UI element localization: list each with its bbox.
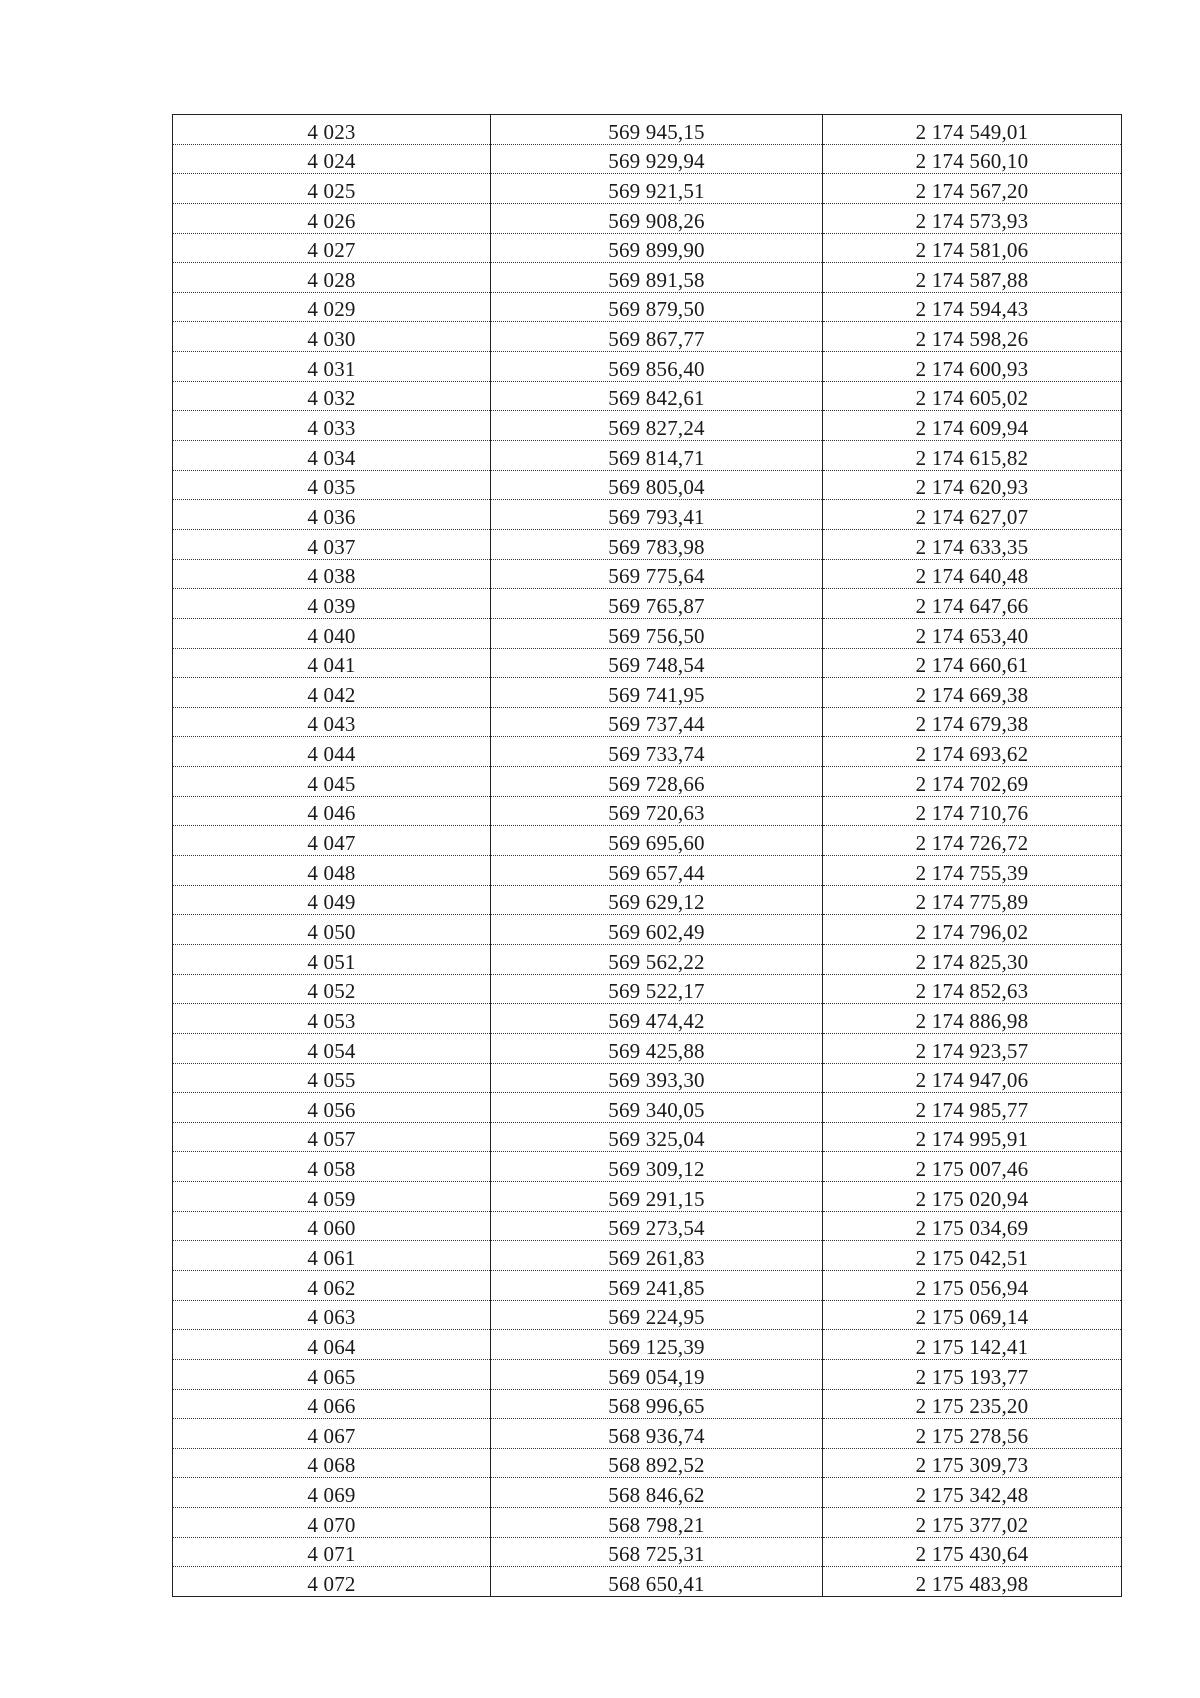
table-row [173,1419,1122,1449]
table-row [173,678,1122,708]
x-coordinate-cell: 569 899,90 [491,233,823,263]
x-coordinate-cell: 569 720,63 [491,796,823,826]
x-coordinate-cell: 568 936,74 [491,1419,823,1449]
x-coordinate-cell: 569 474,42 [491,1004,823,1034]
y-coordinate-cell: 2 174 775,89 [823,885,1122,915]
table-row [173,500,1122,530]
x-coordinate-cell: 568 996,65 [491,1389,823,1419]
table-row [173,174,1122,204]
table-row [173,203,1122,233]
x-coordinate-cell: 569 733,74 [491,737,823,767]
table-row [173,737,1122,767]
table-row [173,233,1122,263]
point-number-cell: 4 034 [173,441,491,471]
point-number-cell: 4 063 [173,1300,491,1330]
x-coordinate-cell: 568 892,52 [491,1448,823,1478]
table-row [173,352,1122,382]
y-coordinate-cell: 2 175 056,94 [823,1270,1122,1300]
point-number-cell: 4 035 [173,470,491,500]
table-row [173,1122,1122,1152]
y-coordinate-cell: 2 175 007,46 [823,1152,1122,1182]
table-row [173,1033,1122,1063]
x-coordinate-cell: 568 846,62 [491,1478,823,1508]
coordinates-table-body [173,115,1122,1597]
table-row [173,1567,1122,1597]
y-coordinate-cell: 2 175 069,14 [823,1300,1122,1330]
x-coordinate-cell: 569 756,50 [491,618,823,648]
y-coordinate-cell: 2 174 995,91 [823,1122,1122,1152]
y-coordinate-cell: 2 175 142,41 [823,1330,1122,1360]
point-number-cell: 4 066 [173,1389,491,1419]
point-number-cell: 4 048 [173,856,491,886]
point-number-cell: 4 065 [173,1359,491,1389]
point-number-cell: 4 058 [173,1152,491,1182]
x-coordinate-cell: 569 814,71 [491,441,823,471]
table-row [173,1448,1122,1478]
point-number-cell: 4 049 [173,885,491,915]
table-row [173,381,1122,411]
point-number-cell: 4 027 [173,233,491,263]
point-number-cell: 4 064 [173,1330,491,1360]
point-number-cell: 4 061 [173,1241,491,1271]
table-row [173,144,1122,174]
point-number-cell: 4 046 [173,796,491,826]
point-number-cell: 4 060 [173,1211,491,1241]
y-coordinate-cell: 2 174 726,72 [823,826,1122,856]
table-row [173,115,1122,145]
x-coordinate-cell: 569 241,85 [491,1270,823,1300]
point-number-cell: 4 023 [173,115,491,145]
table-row [173,767,1122,797]
y-coordinate-cell: 2 174 947,06 [823,1063,1122,1093]
y-coordinate-cell: 2 175 483,98 [823,1567,1122,1597]
x-coordinate-cell: 569 737,44 [491,707,823,737]
table-row [173,1182,1122,1212]
x-coordinate-cell: 569 908,26 [491,203,823,233]
point-number-cell: 4 043 [173,707,491,737]
table-row [173,1093,1122,1123]
table-row [173,974,1122,1004]
y-coordinate-cell: 2 175 042,51 [823,1241,1122,1271]
table-row [173,529,1122,559]
table-row [173,944,1122,974]
y-coordinate-cell: 2 174 886,98 [823,1004,1122,1034]
y-coordinate-cell: 2 174 615,82 [823,441,1122,471]
point-number-cell: 4 037 [173,529,491,559]
y-coordinate-cell: 2 174 560,10 [823,144,1122,174]
x-coordinate-cell: 569 602,49 [491,915,823,945]
table-row [173,292,1122,322]
point-number-cell: 4 038 [173,559,491,589]
x-coordinate-cell: 569 522,17 [491,974,823,1004]
table-row [173,1508,1122,1538]
y-coordinate-cell: 2 175 309,73 [823,1448,1122,1478]
y-coordinate-cell: 2 175 278,56 [823,1419,1122,1449]
x-coordinate-cell: 569 805,04 [491,470,823,500]
x-coordinate-cell: 568 725,31 [491,1537,823,1567]
x-coordinate-cell: 569 393,30 [491,1063,823,1093]
x-coordinate-cell: 569 261,83 [491,1241,823,1271]
table-row [173,322,1122,352]
x-coordinate-cell: 569 425,88 [491,1033,823,1063]
y-coordinate-cell: 2 174 594,43 [823,292,1122,322]
point-number-cell: 4 068 [173,1448,491,1478]
x-coordinate-cell: 569 929,94 [491,144,823,174]
x-coordinate-cell: 569 728,66 [491,767,823,797]
y-coordinate-cell: 2 174 600,93 [823,352,1122,382]
x-coordinate-cell: 569 842,61 [491,381,823,411]
table-row [173,589,1122,619]
point-number-cell: 4 029 [173,292,491,322]
x-coordinate-cell: 569 125,39 [491,1330,823,1360]
point-number-cell: 4 039 [173,589,491,619]
y-coordinate-cell: 2 174 852,63 [823,974,1122,1004]
point-number-cell: 4 044 [173,737,491,767]
y-coordinate-cell: 2 174 627,07 [823,500,1122,530]
point-number-cell: 4 056 [173,1093,491,1123]
point-number-cell: 4 033 [173,411,491,441]
point-number-cell: 4 051 [173,944,491,974]
point-number-cell: 4 070 [173,1508,491,1538]
y-coordinate-cell: 2 174 581,06 [823,233,1122,263]
x-coordinate-cell: 569 891,58 [491,263,823,293]
table-row [173,441,1122,471]
x-coordinate-cell: 569 748,54 [491,648,823,678]
x-coordinate-cell: 569 945,15 [491,115,823,145]
table-row [173,1270,1122,1300]
point-number-cell: 4 053 [173,1004,491,1034]
y-coordinate-cell: 2 174 825,30 [823,944,1122,974]
table-row [173,411,1122,441]
table-row [173,1152,1122,1182]
coordinates-table [172,114,1122,1597]
table-row [173,263,1122,293]
x-coordinate-cell: 569 921,51 [491,174,823,204]
table-row [173,1004,1122,1034]
y-coordinate-cell: 2 174 587,88 [823,263,1122,293]
y-coordinate-cell: 2 175 193,77 [823,1359,1122,1389]
table-row [173,1389,1122,1419]
x-coordinate-cell: 569 629,12 [491,885,823,915]
y-coordinate-cell: 2 174 640,48 [823,559,1122,589]
table-row [173,707,1122,737]
y-coordinate-cell: 2 174 567,20 [823,174,1122,204]
point-number-cell: 4 072 [173,1567,491,1597]
y-coordinate-cell: 2 175 377,02 [823,1508,1122,1538]
table-row [173,618,1122,648]
y-coordinate-cell: 2 175 342,48 [823,1478,1122,1508]
y-coordinate-cell: 2 174 679,38 [823,707,1122,737]
point-number-cell: 4 069 [173,1478,491,1508]
y-coordinate-cell: 2 174 985,77 [823,1093,1122,1123]
x-coordinate-cell: 569 291,15 [491,1182,823,1212]
table-row [173,826,1122,856]
y-coordinate-cell: 2 174 609,94 [823,411,1122,441]
x-coordinate-cell: 568 650,41 [491,1567,823,1597]
x-coordinate-cell: 569 273,54 [491,1211,823,1241]
x-coordinate-cell: 569 054,19 [491,1359,823,1389]
point-number-cell: 4 030 [173,322,491,352]
table-row [173,1063,1122,1093]
point-number-cell: 4 067 [173,1419,491,1449]
y-coordinate-cell: 2 174 549,01 [823,115,1122,145]
y-coordinate-cell: 2 175 430,64 [823,1537,1122,1567]
x-coordinate-cell: 569 309,12 [491,1152,823,1182]
table-row [173,856,1122,886]
point-number-cell: 4 025 [173,174,491,204]
x-coordinate-cell: 569 879,50 [491,292,823,322]
y-coordinate-cell: 2 174 796,02 [823,915,1122,945]
point-number-cell: 4 036 [173,500,491,530]
y-coordinate-cell: 2 175 020,94 [823,1182,1122,1212]
point-number-cell: 4 024 [173,144,491,174]
y-coordinate-cell: 2 174 598,26 [823,322,1122,352]
x-coordinate-cell: 568 798,21 [491,1508,823,1538]
y-coordinate-cell: 2 174 605,02 [823,381,1122,411]
table-row [173,1478,1122,1508]
table-row [173,796,1122,826]
x-coordinate-cell: 569 741,95 [491,678,823,708]
y-coordinate-cell: 2 174 620,93 [823,470,1122,500]
y-coordinate-cell: 2 174 653,40 [823,618,1122,648]
x-coordinate-cell: 569 827,24 [491,411,823,441]
y-coordinate-cell: 2 174 669,38 [823,678,1122,708]
y-coordinate-cell: 2 174 702,69 [823,767,1122,797]
y-coordinate-cell: 2 174 693,62 [823,737,1122,767]
x-coordinate-cell: 569 224,95 [491,1300,823,1330]
y-coordinate-cell: 2 174 633,35 [823,529,1122,559]
table-row [173,1241,1122,1271]
y-coordinate-cell: 2 175 034,69 [823,1211,1122,1241]
x-coordinate-cell: 569 765,87 [491,589,823,619]
point-number-cell: 4 062 [173,1270,491,1300]
point-number-cell: 4 047 [173,826,491,856]
point-number-cell: 4 045 [173,767,491,797]
table-row [173,1537,1122,1567]
table-row [173,648,1122,678]
point-number-cell: 4 040 [173,618,491,648]
point-number-cell: 4 041 [173,648,491,678]
point-number-cell: 4 028 [173,263,491,293]
point-number-cell: 4 054 [173,1033,491,1063]
point-number-cell: 4 050 [173,915,491,945]
y-coordinate-cell: 2 174 647,66 [823,589,1122,619]
x-coordinate-cell: 569 325,04 [491,1122,823,1152]
point-number-cell: 4 059 [173,1182,491,1212]
table-row [173,1359,1122,1389]
y-coordinate-cell: 2 174 755,39 [823,856,1122,886]
x-coordinate-cell: 569 562,22 [491,944,823,974]
x-coordinate-cell: 569 657,44 [491,856,823,886]
x-coordinate-cell: 569 867,77 [491,322,823,352]
x-coordinate-cell: 569 340,05 [491,1093,823,1123]
y-coordinate-cell: 2 175 235,20 [823,1389,1122,1419]
point-number-cell: 4 055 [173,1063,491,1093]
y-coordinate-cell: 2 174 710,76 [823,796,1122,826]
x-coordinate-cell: 569 856,40 [491,352,823,382]
table-row [173,1211,1122,1241]
y-coordinate-cell: 2 174 923,57 [823,1033,1122,1063]
table-row [173,885,1122,915]
table-row [173,1300,1122,1330]
x-coordinate-cell: 569 793,41 [491,500,823,530]
point-number-cell: 4 042 [173,678,491,708]
x-coordinate-cell: 569 695,60 [491,826,823,856]
point-number-cell: 4 071 [173,1537,491,1567]
y-coordinate-cell: 2 174 573,93 [823,203,1122,233]
x-coordinate-cell: 569 775,64 [491,559,823,589]
table-row [173,1330,1122,1360]
point-number-cell: 4 057 [173,1122,491,1152]
table-row [173,915,1122,945]
x-coordinate-cell: 569 783,98 [491,529,823,559]
table-row [173,559,1122,589]
point-number-cell: 4 032 [173,381,491,411]
point-number-cell: 4 031 [173,352,491,382]
point-number-cell: 4 026 [173,203,491,233]
point-number-cell: 4 052 [173,974,491,1004]
y-coordinate-cell: 2 174 660,61 [823,648,1122,678]
table-row [173,470,1122,500]
